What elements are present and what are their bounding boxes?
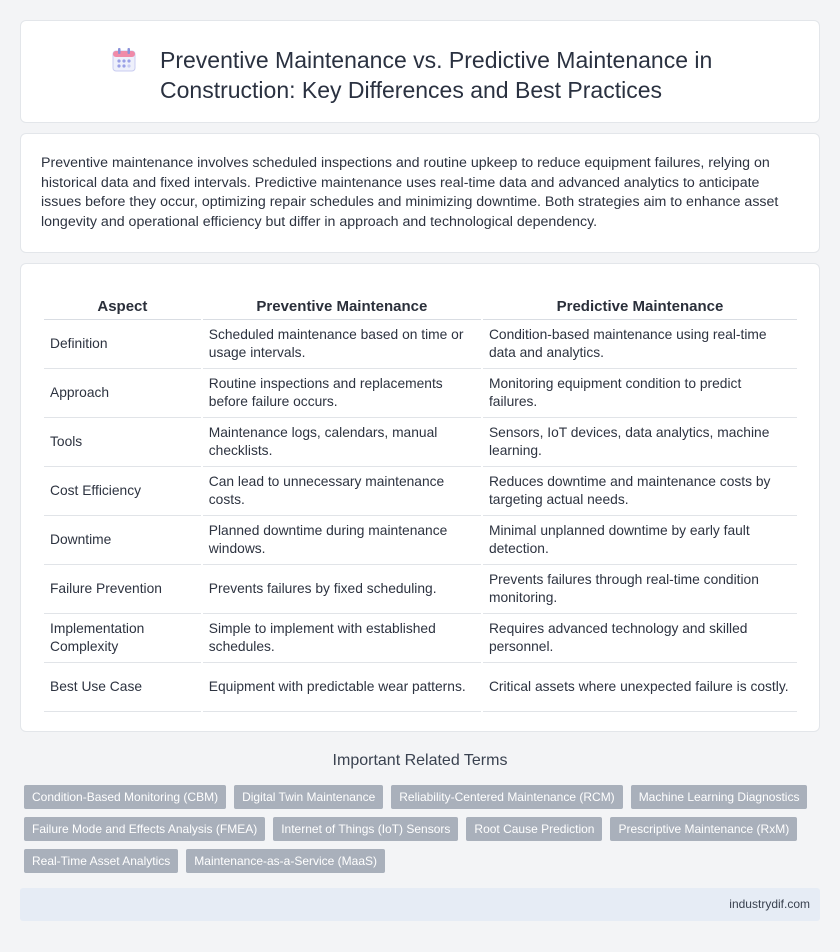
comparison-table xyxy=(42,296,799,712)
header-aspect: Aspect xyxy=(44,296,201,320)
related-term-tag[interactable]: Condition-Based Monitoring (CBM) xyxy=(24,785,226,809)
predictive-cell: Minimal unplanned downtime by early fault detection. xyxy=(483,516,797,565)
related-term-tag[interactable]: Real-Time Asset Analytics xyxy=(24,849,178,873)
table-row xyxy=(44,418,797,467)
table-row xyxy=(44,614,797,663)
footer-bar xyxy=(20,888,820,921)
aspect-cell: Tools xyxy=(44,418,201,467)
aspect-cell: Implementation Complexity xyxy=(44,614,201,663)
table-row xyxy=(44,663,797,712)
calendar-icon xyxy=(111,47,137,73)
table-row xyxy=(44,369,797,418)
aspect-cell: Failure Prevention xyxy=(44,565,201,614)
related-term-tag[interactable]: Reliability-Centered Maintenance (RCM) xyxy=(391,785,622,809)
aspect-cell: Downtime xyxy=(44,516,201,565)
intro-text: Preventive maintenance involves scheduled inspections and routine upkeep to reduce equipment failures, relying on historical data and fixed intervals. Predictive maintenance uses real-time data and advanced analytics to anticipate issues before they occur, optimizing repair schedules and minimizing downtime. Both strategies aim to enhance asset longevity and operational efficiency but differ in approach and technological dependency. xyxy=(41,155,779,230)
aspect-cell: Approach xyxy=(44,369,201,418)
table-header-row xyxy=(44,296,797,320)
preventive-cell: Maintenance logs, calendars, manual checklists. xyxy=(203,418,481,467)
predictive-cell: Prevents failures through real-time condition monitoring. xyxy=(483,565,797,614)
header-preventive: Preventive Maintenance xyxy=(203,296,481,320)
intro-card xyxy=(20,133,820,253)
preventive-cell: Prevents failures by fixed scheduling. xyxy=(203,565,481,614)
related-term-tag[interactable]: Prescriptive Maintenance (RxM) xyxy=(610,817,797,841)
related-terms-title: Important Related Terms xyxy=(332,752,508,769)
preventive-cell: Planned downtime during maintenance windows. xyxy=(203,516,481,565)
aspect-cell: Best Use Case xyxy=(44,663,201,712)
predictive-cell: Reduces downtime and maintenance costs by targeting actual needs. xyxy=(483,467,797,516)
page-title: Preventive Maintenance vs. Predictive Maintenance in Construction: Key Differences and Best Practices xyxy=(160,47,713,103)
table-row xyxy=(44,467,797,516)
table-row xyxy=(44,565,797,614)
preventive-cell: Simple to implement with established schedules. xyxy=(203,614,481,663)
preventive-cell: Equipment with predictable wear patterns. xyxy=(203,663,481,712)
preventive-cell: Routine inspections and replacements before failure occurs. xyxy=(203,369,481,418)
related-term-tag[interactable]: Digital Twin Maintenance xyxy=(234,785,383,809)
predictive-cell: Condition-based maintenance using real-time data and analytics. xyxy=(483,320,797,369)
related-term-tag[interactable]: Internet of Things (IoT) Sensors xyxy=(273,817,458,841)
footer-site-link[interactable]: industrydif.com xyxy=(729,897,810,911)
predictive-cell: Requires advanced technology and skilled personnel. xyxy=(483,614,797,663)
related-term-tag[interactable]: Root Cause Prediction xyxy=(466,817,602,841)
preventive-cell: Can lead to unnecessary maintenance costs. xyxy=(203,467,481,516)
comparison-card xyxy=(20,263,820,732)
predictive-cell: Monitoring equipment condition to predict failures. xyxy=(483,369,797,418)
predictive-cell: Critical assets where unexpected failure is costly. xyxy=(483,663,797,712)
header-card xyxy=(20,20,820,123)
table-row xyxy=(44,516,797,565)
related-term-tag[interactable]: Failure Mode and Effects Analysis (FMEA) xyxy=(24,817,265,841)
preventive-cell: Scheduled maintenance based on time or usage intervals. xyxy=(203,320,481,369)
predictive-cell: Sensors, IoT devices, data analytics, machine learning. xyxy=(483,418,797,467)
header-predictive: Predictive Maintenance xyxy=(483,296,797,320)
related-term-tag[interactable]: Maintenance-as-a-Service (MaaS) xyxy=(186,849,385,873)
aspect-cell: Definition xyxy=(44,320,201,369)
related-term-tag[interactable]: Machine Learning Diagnostics xyxy=(631,785,808,809)
table-row xyxy=(44,320,797,369)
aspect-cell: Cost Efficiency xyxy=(44,467,201,516)
related-terms-tags xyxy=(24,785,814,873)
